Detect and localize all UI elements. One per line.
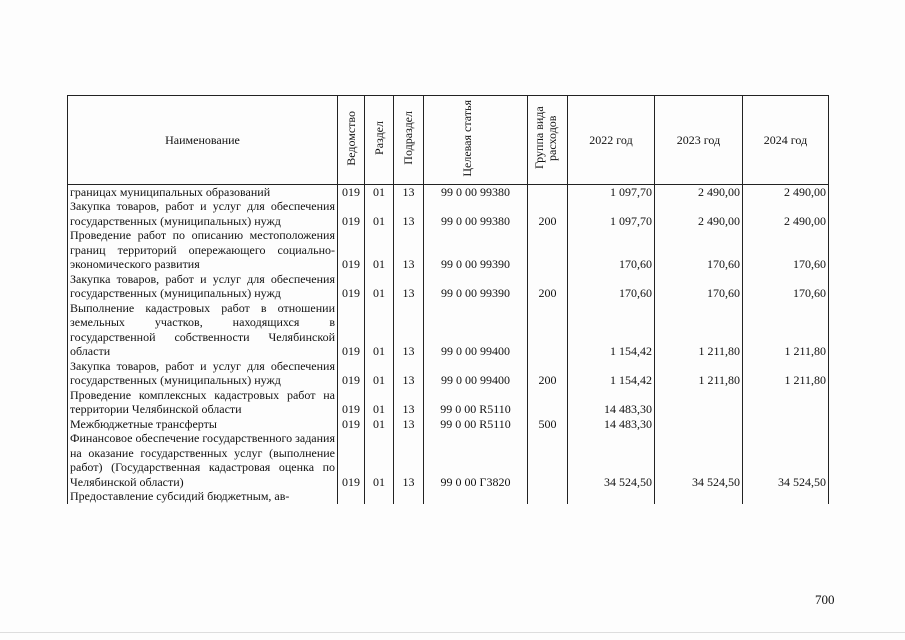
- cell-expense-group: [528, 184, 568, 199]
- table-row: [68, 301, 829, 359]
- header-2022: 2022 год: [568, 96, 655, 185]
- cell-section: 01: [365, 199, 394, 228]
- cell-value-2022: 170,60: [568, 228, 655, 272]
- cell-value-2022: 14 483,30: [568, 388, 655, 417]
- cell-section: 01: [365, 359, 394, 388]
- cell-value-2022: [568, 489, 655, 504]
- cell-subsection: 13: [394, 417, 424, 432]
- cell-value-2022: 1 097,70: [568, 184, 655, 199]
- cell-target-article: 99 0 00 99400: [424, 301, 528, 359]
- cell-value-2024: [743, 417, 829, 432]
- cell-subsection: 13: [394, 272, 424, 301]
- cell-value-2023: 170,60: [655, 228, 743, 272]
- cell-section: 01: [365, 431, 394, 489]
- cell-target-article: 99 0 00 R5110: [424, 388, 528, 417]
- cell-value-2022: 1 097,70: [568, 199, 655, 228]
- cell-expense-group: [528, 431, 568, 489]
- header-section: Раздел: [365, 96, 394, 185]
- cell-expense-group: 500: [528, 417, 568, 432]
- cell-department: 019: [338, 184, 365, 199]
- page-edge-line: [0, 632, 905, 633]
- cell-value-2024: 1 211,80: [743, 359, 829, 388]
- cell-value-2024: [743, 388, 829, 417]
- table-row: [68, 489, 829, 504]
- cell-expense-group: 200: [528, 199, 568, 228]
- header-subsection: Подраздел: [394, 96, 424, 185]
- cell-expense-group: 200: [528, 272, 568, 301]
- cell-expense-group: [528, 301, 568, 359]
- cell-value-2024: 170,60: [743, 272, 829, 301]
- header-2024: 2024 год: [743, 96, 829, 185]
- cell-name: Закупка товаров, работ и услуг для обеспечения государственных (муниципальных) нужд: [68, 359, 338, 388]
- cell-value-2023: 1 211,80: [655, 301, 743, 359]
- header-department: Ведомство: [338, 96, 365, 185]
- cell-name: Предоставление субсидий бюджетным, ав-: [68, 489, 338, 504]
- cell-name: Финансовое обеспечение государственного задания на оказание государственных услуг (выполнение работ) (Государственная кадастровая оценка по Челябинской области): [68, 431, 338, 489]
- cell-department: [338, 489, 365, 504]
- cell-value-2023: [655, 388, 743, 417]
- cell-department: 019: [338, 228, 365, 272]
- table-row: [68, 184, 829, 199]
- cell-value-2023: 34 524,50: [655, 431, 743, 489]
- cell-target-article: 99 0 00 Г3820: [424, 431, 528, 489]
- cell-value-2024: [743, 489, 829, 504]
- cell-department: 019: [338, 199, 365, 228]
- cell-value-2023: 1 211,80: [655, 359, 743, 388]
- cell-section: [365, 489, 394, 504]
- cell-value-2023: 170,60: [655, 272, 743, 301]
- cell-department: 019: [338, 388, 365, 417]
- cell-value-2024: 1 211,80: [743, 301, 829, 359]
- cell-section: 01: [365, 301, 394, 359]
- cell-target-article: 99 0 00 99380: [424, 184, 528, 199]
- cell-subsection: [394, 489, 424, 504]
- cell-section: 01: [365, 388, 394, 417]
- cell-value-2023: [655, 489, 743, 504]
- cell-section: 01: [365, 228, 394, 272]
- cell-expense-group: 200: [528, 359, 568, 388]
- cell-subsection: 13: [394, 301, 424, 359]
- cell-section: 01: [365, 184, 394, 199]
- cell-target-article: 99 0 00 99400: [424, 359, 528, 388]
- table-row: [68, 431, 829, 489]
- table-header-row: [68, 96, 829, 185]
- cell-subsection: 13: [394, 228, 424, 272]
- cell-target-article: 99 0 00 99390: [424, 228, 528, 272]
- cell-subsection: 13: [394, 359, 424, 388]
- cell-target-article: 99 0 00 R5110: [424, 417, 528, 432]
- cell-value-2024: 2 490,00: [743, 184, 829, 199]
- cell-department: 019: [338, 301, 365, 359]
- cell-department: 019: [338, 272, 365, 301]
- table-row: [68, 272, 829, 301]
- table-row: [68, 359, 829, 388]
- cell-name: Проведение работ по описанию местоположения границ территорий опережающего социально-экономического развития: [68, 228, 338, 272]
- cell-value-2022: 14 483,30: [568, 417, 655, 432]
- table-row: [68, 228, 829, 272]
- cell-target-article: [424, 489, 528, 504]
- cell-value-2022: 34 524,50: [568, 431, 655, 489]
- cell-name: границах муниципальных образований: [68, 184, 338, 199]
- cell-expense-group: [528, 388, 568, 417]
- cell-subsection: 13: [394, 431, 424, 489]
- cell-value-2024: 34 524,50: [743, 431, 829, 489]
- cell-value-2022: 1 154,42: [568, 359, 655, 388]
- cell-name: Проведение комплексных кадастровых работ на территории Челябинской области: [68, 388, 338, 417]
- cell-value-2023: 2 490,00: [655, 184, 743, 199]
- cell-value-2024: 170,60: [743, 228, 829, 272]
- cell-value-2022: 170,60: [568, 272, 655, 301]
- cell-value-2024: 2 490,00: [743, 199, 829, 228]
- cell-section: 01: [365, 417, 394, 432]
- table-row: [68, 417, 829, 432]
- cell-subsection: 13: [394, 199, 424, 228]
- cell-department: 019: [338, 359, 365, 388]
- cell-value-2023: [655, 417, 743, 432]
- header-2023: 2023 год: [655, 96, 743, 185]
- table-row: [68, 388, 829, 417]
- page-number: 700: [815, 592, 835, 607]
- header-expense-group: Группа вида расходов: [528, 96, 568, 185]
- cell-name: Межбюджетные трансферты: [68, 417, 338, 432]
- table-row: [68, 199, 829, 228]
- cell-name: Закупка товаров, работ и услуг для обеспечения государственных (муниципальных) нужд: [68, 199, 338, 228]
- cell-subsection: 13: [394, 184, 424, 199]
- cell-value-2023: 2 490,00: [655, 199, 743, 228]
- cell-section: 01: [365, 272, 394, 301]
- cell-target-article: 99 0 00 99380: [424, 199, 528, 228]
- cell-expense-group: [528, 228, 568, 272]
- budget-table: [67, 95, 829, 504]
- cell-name: Закупка товаров, работ и услуг для обеспечения государственных (муниципальных) нужд: [68, 272, 338, 301]
- cell-department: 019: [338, 431, 365, 489]
- cell-target-article: 99 0 00 99390: [424, 272, 528, 301]
- cell-value-2022: 1 154,42: [568, 301, 655, 359]
- cell-subsection: 13: [394, 388, 424, 417]
- header-target-article: Целевая статья: [424, 96, 528, 185]
- cell-name: Выполнение кадастровых работ в отношении земельных участков, находящихся в государственной собственности Челябинской области: [68, 301, 338, 359]
- cell-expense-group: [528, 489, 568, 504]
- cell-department: 019: [338, 417, 365, 432]
- header-name: Наименование: [68, 96, 338, 185]
